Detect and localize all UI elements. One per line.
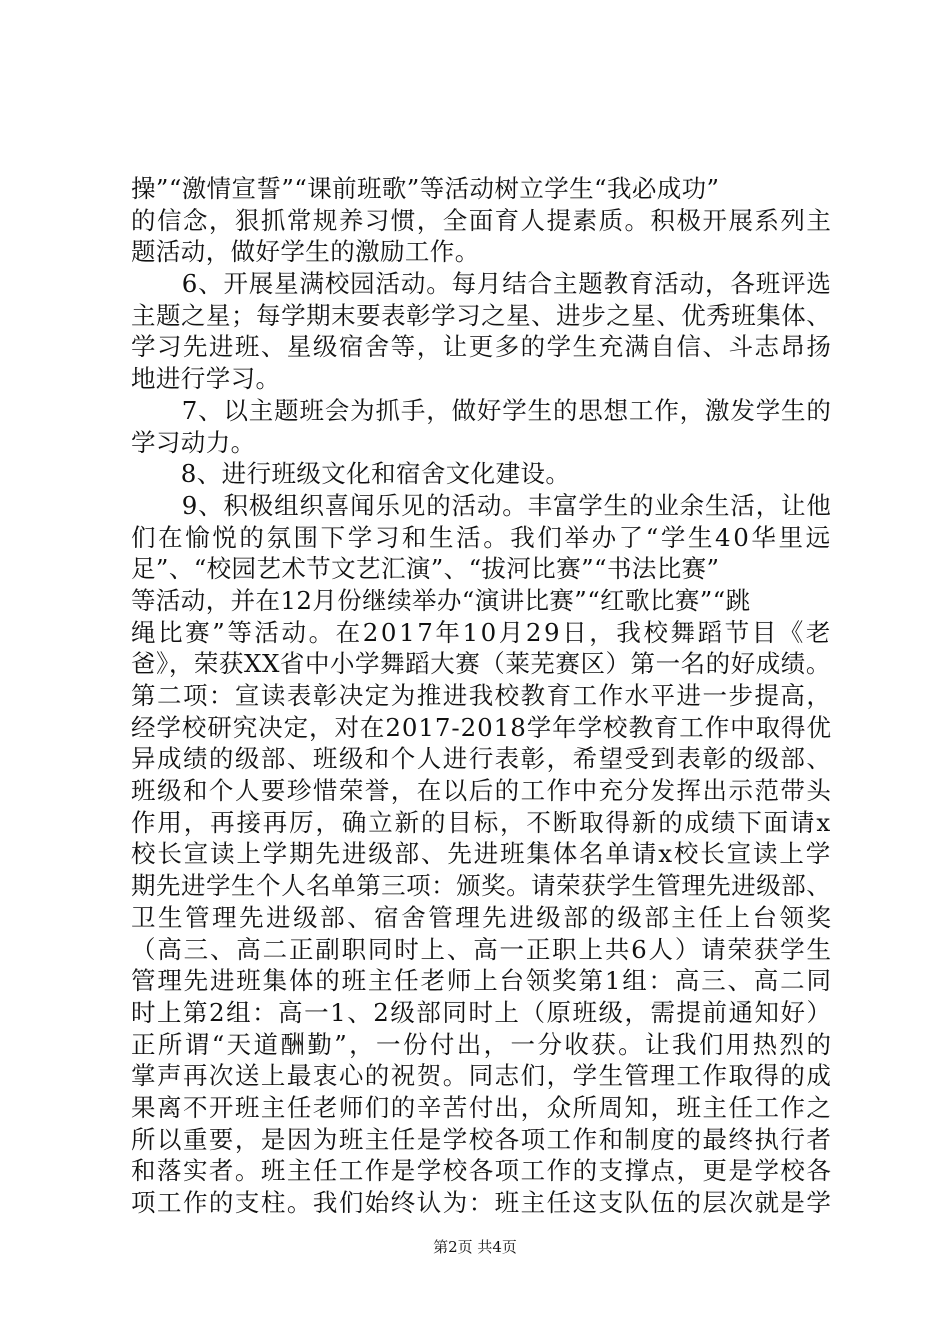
text-line: 第二项：宣读表彰决定为推进我校教育工作水平进一步提高， <box>131 681 833 710</box>
text-line: 题活动，做好学生的激励工作。 <box>131 237 480 267</box>
text-line: 校长宣读上学期先进级部、先进班集体名单请x校长宣读上学 <box>131 839 833 869</box>
text-line: 主题之星；每学期末要表彰学习之星、进步之星、优秀班集体、 <box>131 300 832 330</box>
text-line: 等活动，并在12月份继续举办“演讲比赛”“红歌比赛”“跳 <box>131 585 751 615</box>
text-line: 7、以主题班会为抓手，做好学生的思想工作，激发学生的 <box>131 395 832 425</box>
page-footer: 第2页 共4页 <box>433 1238 517 1256</box>
text-line: 爸》，荣获XX省中小学舞蹈大赛（莱芜赛区）第一名的好成绩。 <box>131 649 831 679</box>
text-line: 班级和个人要珍惜荣誉，在以后的工作中充分发挥出示范带头 <box>131 776 833 806</box>
text-line: 时上第2组：高一1、2级部同时上（原班级，需提前通知好） <box>131 997 833 1027</box>
text-line: 经学校研究决定，对在2017-2018学年学校教育工作中取得优 <box>131 712 832 742</box>
text-line: 作用，再接再厉，确立新的目标，不断取得新的成绩下面请x <box>131 807 833 837</box>
text-line: 管理先进班集体的班主任老师上台领奖第1组：高三、高二同 <box>131 966 833 996</box>
text-line: 和落实者。班主任工作是学校各项工作的支撑点，更是学校各 <box>131 1156 833 1186</box>
text-line: 正所谓“天道酬勤”，一份付出，一分收获。让我们用热烈的 <box>131 1029 834 1059</box>
text-line: 9、积极组织喜闻乐见的活动。丰富学生的业余生活，让他 <box>131 490 832 520</box>
text-line: 8、进行班级文化和宿舍文化建设。 <box>131 459 571 489</box>
text-line: 期先进学生个人名单第三项：颁奖。请荣获学生管理先进级部、 <box>131 871 832 901</box>
text-line: 地进行学习。 <box>131 364 281 394</box>
text-line: 异成绩的级部、班级和个人进行表彰，希望受到表彰的级部、 <box>131 744 833 774</box>
text-line: 所以重要，是因为班主任是学校各项工作和制度的最终执行者 <box>131 1124 833 1154</box>
text-line: 项工作的支柱。我们始终认为：班主任这支队伍的层次就是学 <box>131 1188 833 1217</box>
text-line: 果离不开班主任老师们的辛苦付出，众所周知，班主任工作之 <box>131 1092 833 1122</box>
text-line: （高三、高二正副职同时上、高一正职上共6人）请荣获学生 <box>131 934 833 964</box>
text-line: 足”、“校园艺术节文艺汇演”、“拔河比赛”“书法比赛” <box>131 554 720 584</box>
text-line: 学习动力。 <box>131 427 256 457</box>
text-line: 们在愉悦的氛围下学习和生活。我们举办了“学生40华里远 <box>131 522 833 552</box>
text-line: 学习先进班、星级宿舍等，让更多的学生充满自信、斗志昂扬 <box>131 332 833 362</box>
text-line: 的信念，狠抓常规养习惯，全面育人提素质。积极开展系列主 <box>131 205 833 235</box>
document-body <box>131 173 834 1219</box>
text-line: 卫生管理先进级部、宿舍管理先进级部的级部主任上台领奖 <box>131 902 834 932</box>
text-line: 6、开展星满校园活动。每月结合主题教育活动，各班评选 <box>131 269 832 299</box>
text-line: 绳比赛”等活动。在2017年10月29日，我校舞蹈节目《老 <box>131 617 834 647</box>
text-line: 操”“激情宣誓”“课前班歌”等活动树立学生“我必成功” <box>131 174 720 203</box>
text-line: 掌声再次送上最衷心的祝贺。同志们，学生管理工作取得的成 <box>131 1061 833 1091</box>
